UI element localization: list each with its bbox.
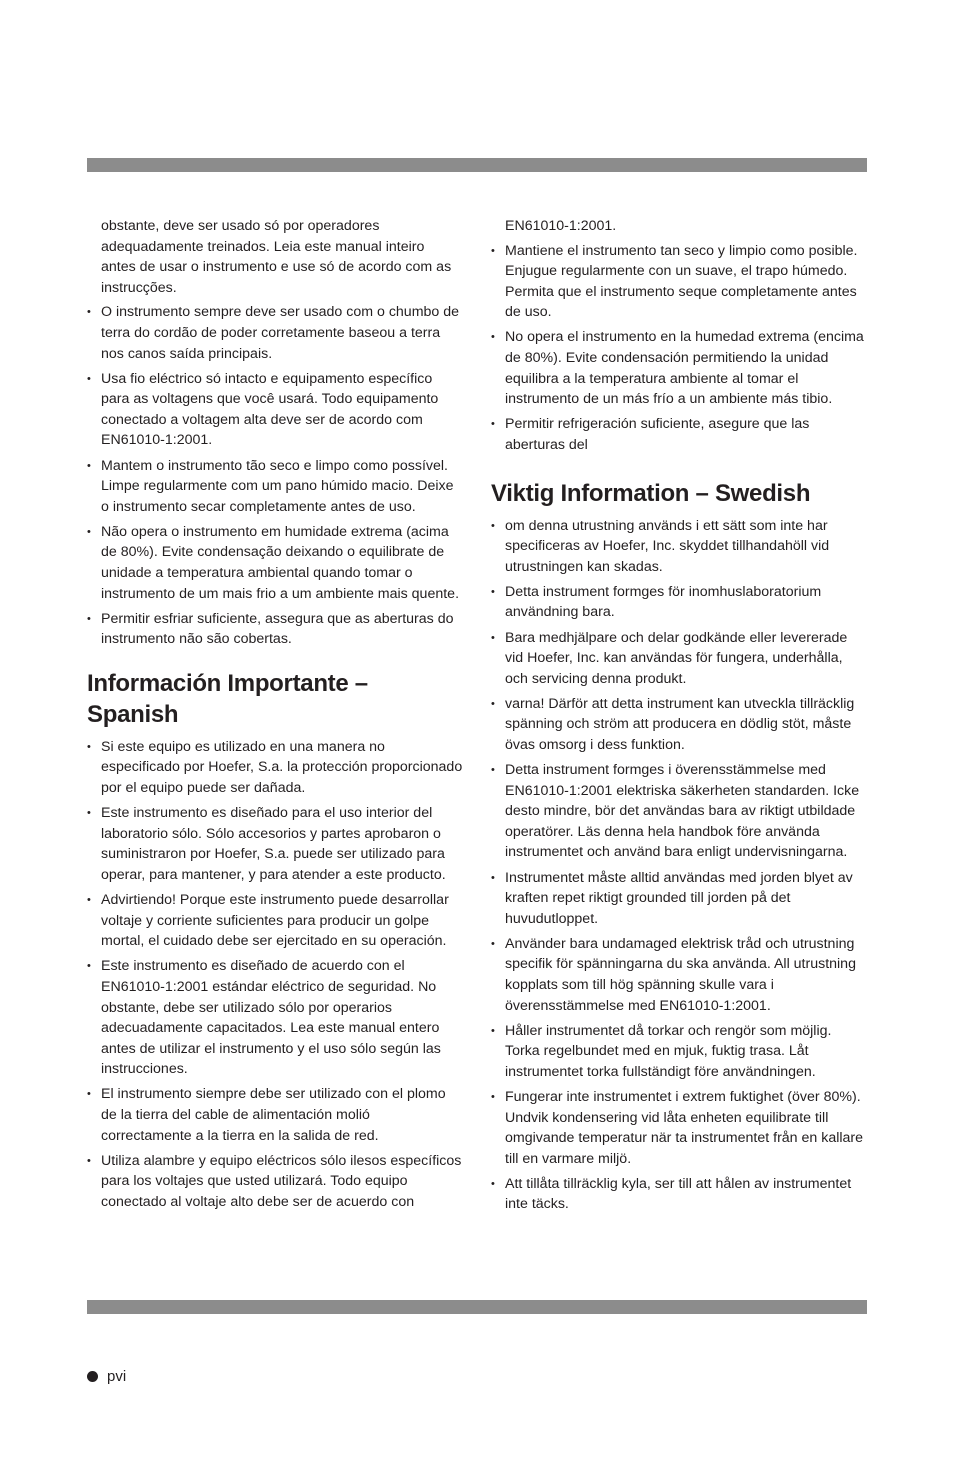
list-item: • om denna utrustning används i ett sätt som inte har specificeras av Hoefer, Inc. skyddet tillhandahöll vid utrustningen kan skadas.	[491, 516, 867, 578]
spanish-list	[87, 737, 463, 1213]
list-item: • O instrumento sempre deve ser usado com o chumbo de terra do cordão de poder corretamente baseou a terra nos canos saída principais.	[87, 302, 463, 364]
list-item: • Advirtiendo! Porque este instrumento puede desarrollar voltaje y corriente suficientes para producir un golpe mortal, el cuidado debe ser ejercitado en su operación.	[87, 890, 463, 952]
right-column	[491, 216, 867, 1220]
bullet-dot-icon	[87, 1371, 98, 1382]
list-item: • varna! Därför att detta instrument kan utveckla tillräcklig spänning och ström att producera en dödlig stöt, måste övas omsorg i dess funktion.	[491, 694, 867, 756]
list-item: • Bara medhjälpare och delar godkände eller levererade vid Hoefer, Inc. kan användas för fungera, underhålla, och servicing denna produkt.	[491, 628, 867, 690]
spanish-heading: Información Importante – Spanish	[87, 669, 368, 728]
list-item: • Não opera o instrumento em humidade extrema (acima de 80%). Evite condensação deixando o equilibrate de unidade a temperatura ambiental quando tomar o instrumento de um mais frio a um ambiente mais quente.	[87, 522, 463, 604]
list-item: • Si este equipo es utilizado en una manera no especificado por Hoefer, S.a. la protección proporcionado por el equipo puede ser dañada.	[87, 737, 463, 799]
list-item: • Mantiene el instrumento tan seco y limpio como posible. Enjugue regularmente con un suave, el trapo húmedo. Permita que el instrumento seque completamente antes de uso.	[491, 241, 867, 323]
list-item: • Att tillåta tillräcklig kyla, ser till att hålen av instrumentet inte täcks.	[491, 1174, 867, 1215]
list-item: • Permitir esfriar suficiente, assegura que as aberturas do instrumento não são cobertas.	[87, 609, 463, 650]
list-item: • Permitir refrigeración suficiente, asegure que las aberturas del	[491, 414, 867, 455]
list-item: • Este instrumento es diseñado de acuerdo con el EN61010-1:2001 estándar eléctrico de seguridad. No obstante, debe ser utilizado sólo por operarios adecuadamente capacitados. Lea este manual entero antes de utilizar el instrumento y el uso sólo según las instrucciones.	[87, 956, 463, 1080]
list-item: • Usa fio eléctrico só intacto e equipamento específico para as voltagens que você usará. Todo equipamento conectado a voltagem alta deve ser de acordo com EN61010-1:2001.	[87, 369, 463, 451]
list-item: • Detta instrument formges för inomhuslaboratorium användning bara.	[491, 582, 867, 623]
swedish-heading: Viktig Information – Swedish	[491, 479, 811, 507]
footer-rule	[87, 1300, 867, 1314]
list-item: • No opera el instrumento en la humedad extrema (encima de 80%). Evite condensación permitiendo la unidad equilibra a la temperatura ambiente al tomar el instrumento de un más frío a un ambiente más tibio.	[491, 327, 867, 409]
list-item: • Fungerar inte instrumentet i extrem fuktighet (över 80%). Undvik kondensering vid låta enheten equilibrate till omgivande temperatur när ta instrumentet från en kallare till en varmare miljö.	[491, 1087, 867, 1169]
list-item: • Håller instrumentet då torkar och rengör som möjlig. Torka regelbundet med en mjuk, fuktig trasa. Låt instrumentet torka fullständigt före användningen.	[491, 1021, 867, 1083]
header-rule	[87, 158, 867, 172]
list-item: • Instrumentet måste alltid användas med jorden blyet av kraften repet riktigt grounded till jorden på det huvudutloppet.	[491, 868, 867, 930]
page-footer	[87, 1368, 126, 1385]
list-item: • El instrumento siempre debe ser utilizado con el plomo de la tierra del cable de alimentación molió correctamente a la tierra en la salida de red.	[87, 1084, 463, 1146]
portuguese-list	[87, 302, 463, 650]
list-item: • Este instrumento es diseñado para el uso interior del laboratorio sólo. Sólo accesorios y partes aprobaron o suministraron por Hoefer, S.a. puede ser utilizado para operar, para mantener, y para atender a este producto.	[87, 803, 463, 885]
list-item: • Detta instrument formges i överensstämmelse med EN61010-1:2001 elektriska säkerheten standarden. Icke desto mindre, bör det användas bara av riktigt utbildade operatörer. Läs denna hela handbok före använda instrumentet och använd bara enligt undervisningarna.	[491, 760, 867, 863]
portuguese-continuation: obstante, deve ser usado só por operadores adequadamente treinados. Leia este manual inteiro antes de usar o instrumento e use só de acordo com as instrucções.	[101, 218, 452, 296]
left-column	[87, 216, 463, 1217]
page-number: pvi	[107, 1368, 127, 1385]
swedish-list	[491, 516, 867, 1216]
list-item: • Mantem o instrumento tão seco e limpo como possível. Limpe regularmente com um pano húmido macio. Deixe o instrumento secar completamente antes de uso.	[87, 456, 463, 518]
spanish-continuation: EN61010-1:2001.	[505, 218, 617, 234]
list-item: • Använder bara undamaged elektrisk tråd och utrustning specifik för spänningarna du ska använda. All utrustning kopplats som till hög spänning skulle vara i överensstämmelse med EN61010-1:2001.	[491, 934, 867, 1016]
spanish-list-continued	[491, 241, 867, 456]
list-item: • Utiliza alambre y equipo eléctricos sólo ilesos específicos para los voltajes que usted utilizará. Todo equipo conectado al voltaje alto debe ser de acuerdo con	[87, 1151, 463, 1213]
